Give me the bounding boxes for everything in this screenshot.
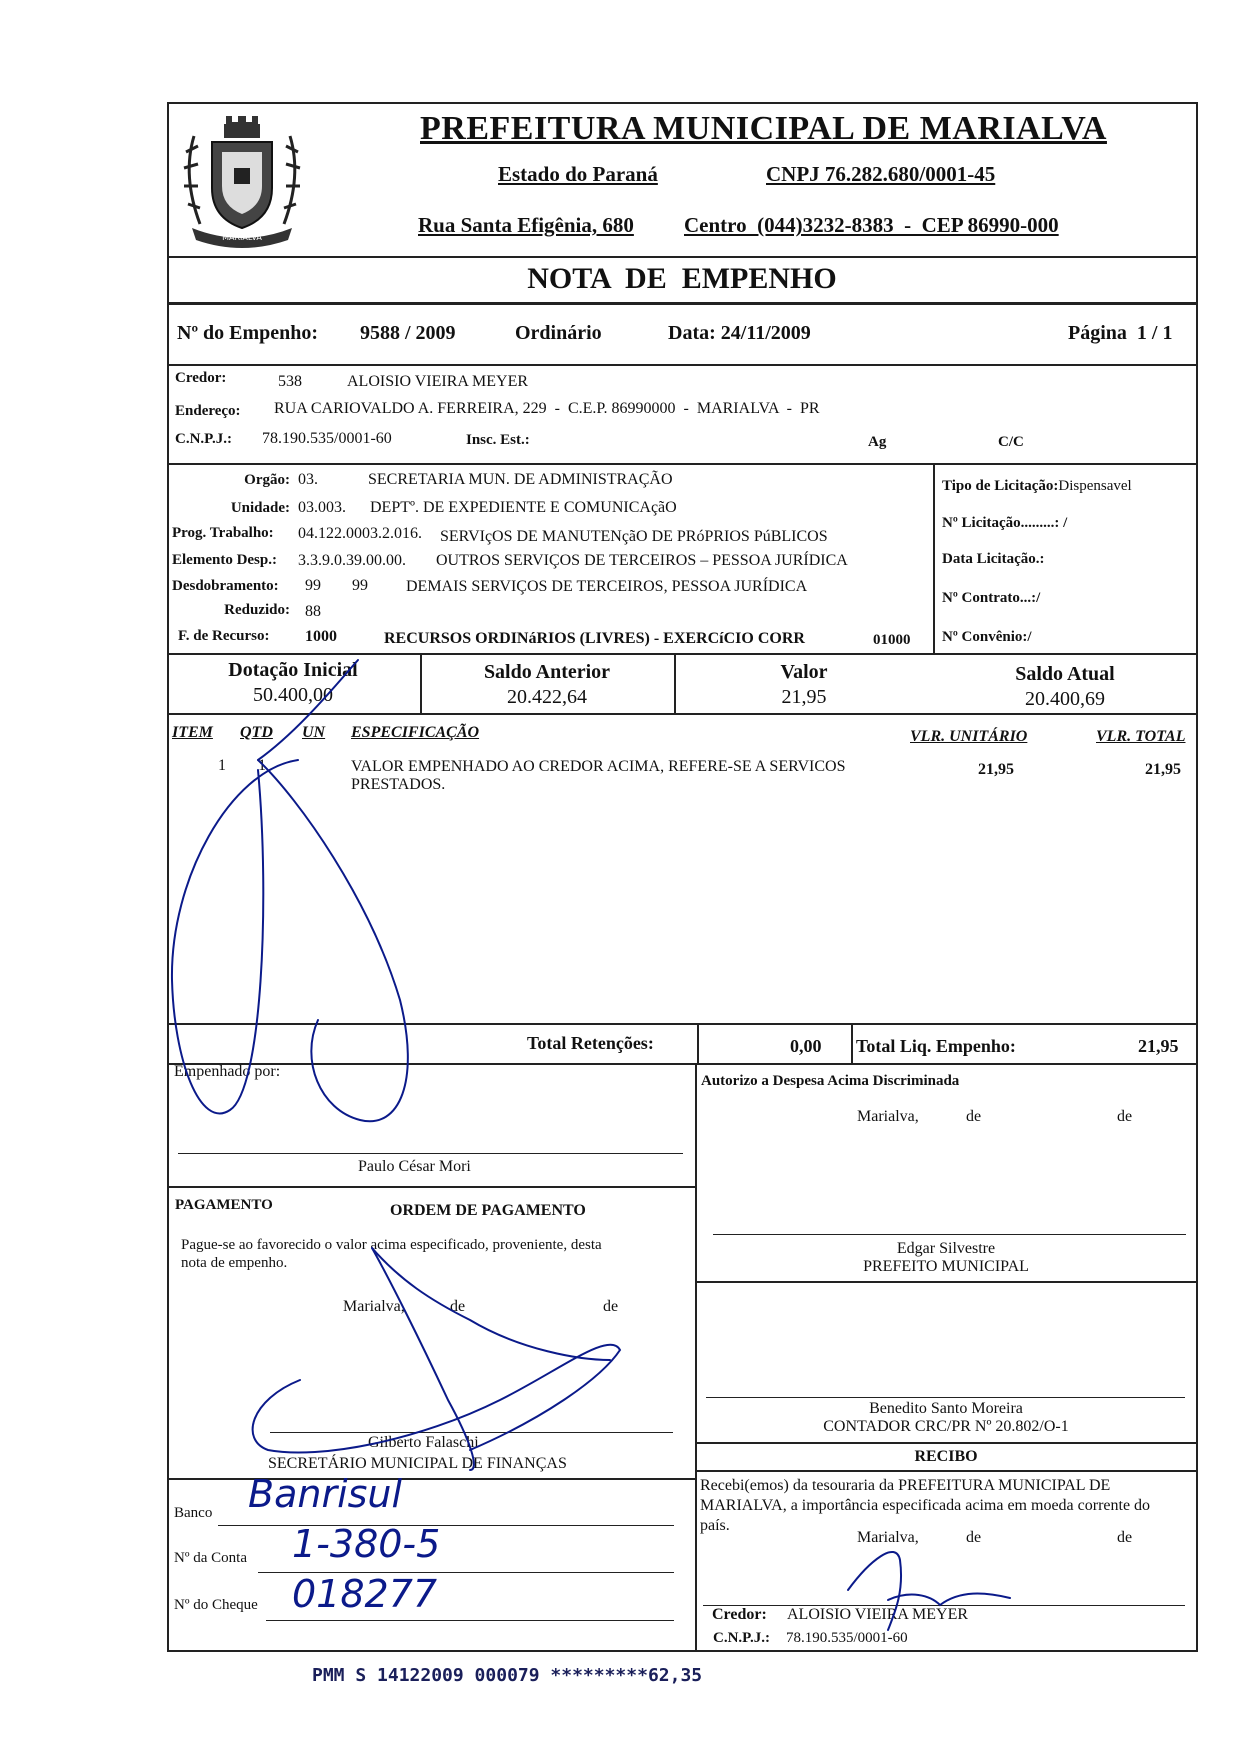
cnpj-header: CNPJ 76.282.680/0001-45	[766, 162, 996, 186]
cnpj-label: C.N.P.J.:	[175, 431, 232, 447]
empenho-date: Data: 24/11/2009	[668, 322, 811, 344]
numero-contrato: Nº Contrato...:/	[942, 590, 1041, 606]
valor-label: Valor	[780, 661, 828, 683]
autorizo-de1: de	[966, 1108, 982, 1125]
item-desc-line2: PRESTADOS.	[351, 776, 446, 793]
total-retencoes-value: 0,00	[790, 1036, 822, 1056]
tipo-licitacao-label: Tipo de Licitação:	[942, 478, 1059, 494]
recurso-label: F. de Recurso:	[178, 628, 270, 644]
pagamento-de1: de	[450, 1298, 466, 1315]
elemento-desp-code: 3.3.9.0.39.00.00.	[298, 552, 406, 569]
endereco-label: Endereço:	[175, 403, 241, 419]
saldo-anterior-value: 20.422,64	[507, 686, 587, 708]
credor-cnpj: 78.190.535/0001-60	[262, 430, 392, 447]
recibo-place: Marialva,	[857, 1529, 919, 1546]
saldo-atual-label: Saldo Atual	[1015, 663, 1115, 685]
state-name: Estado do Paraná	[498, 162, 658, 186]
item-number: 1	[218, 757, 226, 774]
empenhado-por-label: Empenhado por:	[174, 1063, 281, 1080]
numero-convenio: Nº Convênio:/	[942, 629, 1032, 645]
autorizo-label: Autorizo a Despesa Acima Discriminada	[701, 1073, 960, 1089]
recurso-code: 1000	[305, 628, 337, 645]
contador-title: CONTADOR CRC/PR Nº 20.802/O-1	[823, 1418, 1069, 1435]
elemento-desp-label: Elemento Desp.:	[172, 552, 277, 568]
recibo-text-line1: Recebi(emos) da tesouraria da PREFEITURA MUNICIPAL DE	[700, 1477, 1111, 1494]
orgao-code: 03.	[298, 471, 318, 488]
insc-est-label: Insc. Est.:	[466, 432, 530, 448]
svg-text:MARIALVA: MARIALVA	[222, 233, 262, 242]
numero-conta-label: Nº da Conta	[174, 1550, 247, 1566]
orgao-desc: SECRETARIA MUN. DE ADMINISTRAÇÃO	[368, 471, 673, 488]
col-header-un: UN	[302, 724, 326, 741]
numero-conta-handwritten: 1-380-5	[292, 1522, 441, 1566]
saldo-anterior-label: Saldo Anterior	[483, 661, 611, 683]
desdobramento-desc: DEMAIS SERVIÇOS DE TERCEIROS, PESSOA JURÍDICA	[406, 578, 808, 595]
agencia-label: Ag	[868, 434, 887, 450]
conta-corrente-label: C/C	[998, 434, 1024, 450]
empenho-number: 9588 / 2009	[360, 322, 456, 344]
recurso-code2: 01000	[873, 632, 911, 648]
empenho-type: Ordinário	[515, 322, 602, 344]
valor-value: 21,95	[781, 686, 827, 708]
recibo-credor-name: ALOISIO VIEIRA MEYER	[787, 1606, 969, 1623]
total-liq-empenho-value: 21,95	[1138, 1036, 1179, 1056]
autorizo-de2: de	[1117, 1108, 1133, 1125]
ordem-pagamento-label: ORDEM DE PAGAMENTO	[390, 1202, 586, 1219]
reduzido-value: 88	[305, 603, 321, 620]
credor-name: ALOISIO VIEIRA MEYER	[347, 373, 529, 390]
reduzido-label: Reduzido:	[224, 602, 290, 618]
recibo-de1: de	[966, 1529, 982, 1546]
recibo-credor-label: Credor:	[712, 1606, 767, 1623]
unidade-label: Unidade:	[230, 500, 290, 516]
contador-name: Benedito Santo Moreira	[869, 1400, 1023, 1417]
item-desc-line1: VALOR EMPENHADO AO CREDOR ACIMA, REFERE-SE A SERVICOS	[351, 758, 846, 775]
municipality-title: PREFEITURA MUNICIPAL DE MARIALVA	[420, 110, 1107, 147]
elemento-desp-desc: OUTROS SERVIÇOS DE TERCEIROS – PESSOA JURÍDICA	[436, 552, 848, 569]
col-header-vlr-total: VLR. TOTAL	[1096, 728, 1186, 745]
desdobramento-code1: 99	[305, 577, 321, 594]
page-number: Página 1 / 1	[1068, 322, 1173, 344]
prefeito-name: Edgar Silvestre	[896, 1240, 996, 1257]
empenho-number-label: Nº do Empenho:	[177, 322, 319, 344]
total-liq-empenho-label: Total Liq. Empenho:	[856, 1036, 1016, 1056]
pagamento-text-line1: Pague-se ao favorecido o valor acima especificado, proveniente, desta	[181, 1237, 602, 1253]
item-unit-value: 21,95	[978, 761, 1014, 778]
pagamento-text-line2: nota de empenho.	[181, 1255, 288, 1271]
item-total-value: 21,95	[1145, 761, 1181, 778]
banco-handwritten: Banrisul	[248, 1472, 403, 1516]
processing-stamp: PMM S 14122009 000079 *********62,35	[312, 1665, 703, 1686]
banco-label: Banco	[174, 1505, 213, 1521]
recibo-text-line3: país.	[700, 1517, 730, 1534]
numero-cheque-handwritten: 018277	[292, 1572, 438, 1616]
data-licitacao: Data Licitação.:	[942, 551, 1045, 567]
orgao-label: Orgão:	[244, 472, 290, 488]
prog-trabalho-code: 04.122.0003.2.016.	[298, 525, 422, 542]
col-header-item: ITEM	[172, 724, 213, 741]
desdobramento-label: Desdobramento:	[172, 578, 279, 594]
numero-licitacao: Nº Licitação.........: /	[942, 515, 1068, 531]
dotacao-inicial-label: Dotação Inicial	[228, 659, 358, 681]
col-header-vlr-unitario: VLR. UNITÁRIO	[910, 728, 1028, 745]
secretario-title: SECRETÁRIO MUNICIPAL DE FINANÇAS	[268, 1455, 567, 1472]
col-header-qtd: QTD	[240, 724, 273, 741]
credor-code: 538	[278, 373, 302, 390]
col-header-especificacao: ESPECIFICAÇÃO	[351, 724, 480, 741]
total-retencoes-label: Total Retenções:	[527, 1033, 654, 1053]
pagamento-de2: de	[603, 1298, 619, 1315]
unidade-code: 03.003.	[298, 499, 346, 516]
pagamento-place: Marialva,	[343, 1298, 405, 1315]
item-qtd: 1	[258, 757, 266, 774]
secretario-name: Gilberto Falaschi	[368, 1434, 479, 1451]
empenhado-por-name: Paulo César Mori	[358, 1158, 471, 1175]
autorizo-place: Marialva,	[857, 1108, 919, 1125]
recibo-cnpj-label: C.N.P.J.:	[713, 1630, 770, 1646]
dotacao-inicial-value: 50.400,00	[253, 684, 333, 706]
recibo-label: RECIBO	[914, 1448, 978, 1465]
desdobramento-code2: 99	[352, 577, 368, 594]
recibo-de2: de	[1117, 1529, 1133, 1546]
prog-trabalho-desc: SERVIçOS DE MANUTENçãO DE PRóPRIOS PúBLICOS	[440, 528, 828, 545]
prog-trabalho-label: Prog. Trabalho:	[172, 525, 274, 541]
credor-label: Credor:	[175, 370, 227, 386]
endereco-value: RUA CARIOVALDO A. FERREIRA, 229 - C.E.P. 86990000 - MARIALVA - PR	[274, 400, 820, 417]
numero-cheque-label: Nº do Cheque	[174, 1597, 258, 1613]
recibo-cnpj-value: 78.190.535/0001-60	[786, 1630, 908, 1646]
address-district-phone: Centro (044)3232-8383 - CEP 86990-000	[684, 213, 1059, 237]
recibo-text-line2: MARIALVA, a importância especificada acima em moeda corrente do	[700, 1497, 1151, 1514]
pagamento-label: PAGAMENTO	[175, 1197, 273, 1213]
signature-strokes	[172, 660, 1010, 1630]
prefeito-title: PREFEITO MUNICIPAL	[863, 1258, 1029, 1275]
tipo-licitacao-value: Dispensavel	[1058, 478, 1132, 494]
address-street: Rua Santa Efigênia, 680	[418, 213, 634, 237]
unidade-desc: DEPTº. DE EXPEDIENTE E COMUNICAçãO	[370, 499, 677, 516]
saldo-atual-value: 20.400,69	[1025, 688, 1105, 710]
document-title: NOTA DE EMPENHO	[527, 262, 837, 295]
recurso-desc: RECURSOS ORDINáRIOS (LIVRES) - EXERCíCIO CORR	[384, 630, 805, 647]
